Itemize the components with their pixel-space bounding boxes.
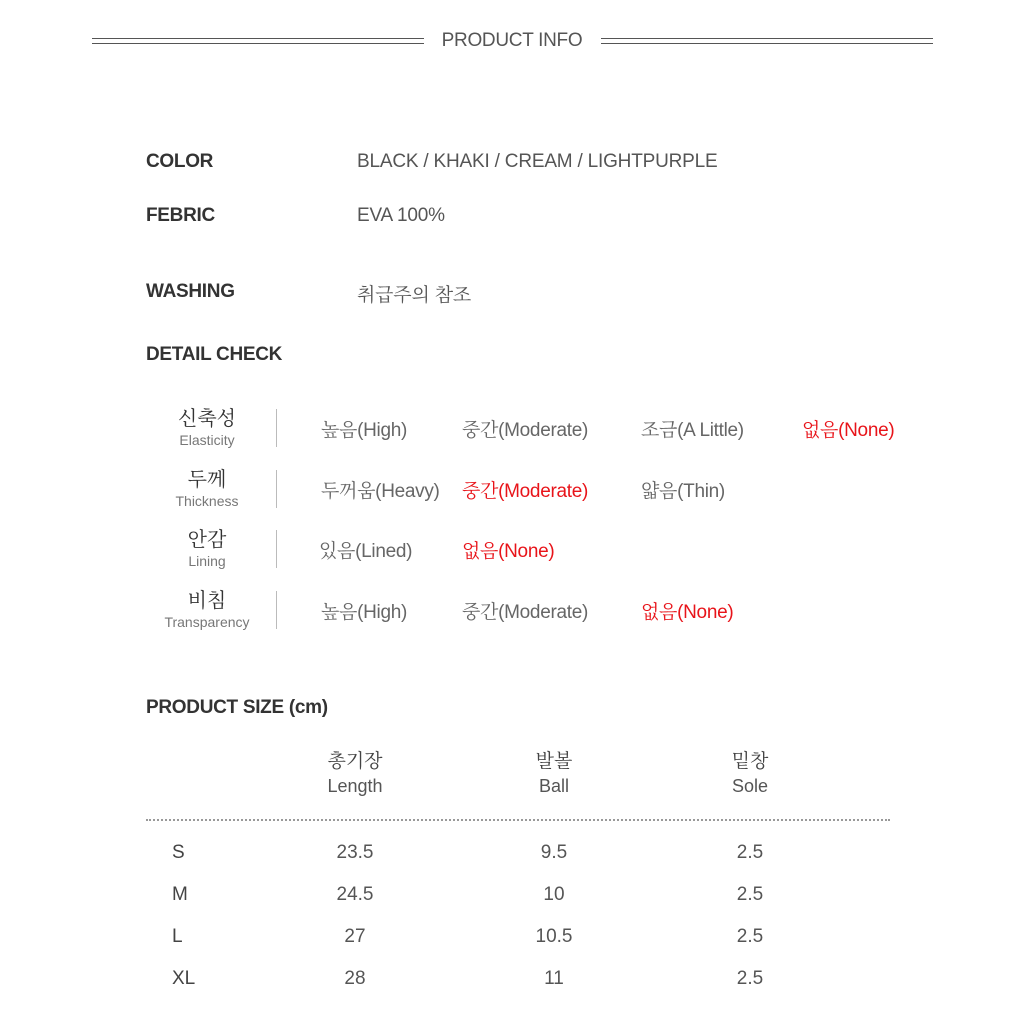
detail-en-label: Elasticity [179,432,235,448]
option-thin: 얇음(Thin) [641,481,725,502]
option-moderate: 중간(Moderate) [462,420,589,441]
detail-divider [276,470,277,508]
header-rule-right [601,38,933,44]
detail-row-lining [0,528,1024,580]
length-value: 27 [344,926,366,947]
option-moderate: 중간(Moderate) [462,481,589,502]
option-none: 없음(None) [462,541,555,562]
size-column-en: Sole [731,776,769,796]
washing-label: WASHING [146,281,235,302]
size-column-sole [690,750,810,798]
table-row [0,968,1024,998]
option-high: 높음(High) [321,602,408,623]
size-column-length [295,750,415,798]
option-lined: 있음(Lined) [319,541,413,562]
size-column-ko: 발볼 [535,751,573,772]
detail-en-label: Thickness [175,493,239,509]
detail-row-elasticity [0,407,1024,459]
detail-row-header [150,528,264,570]
table-row [0,926,1024,956]
detail-row-transparency [0,589,1024,641]
option-none: 없음(None) [641,602,734,623]
option-heavy: 두꺼움(Heavy) [321,481,440,502]
size-label: XL [172,968,196,989]
detail-row-header [150,589,264,631]
detail-check-title: DETAIL CHECK [146,344,283,365]
ball-value: 9.5 [540,842,568,863]
detail-divider [276,591,277,629]
detail-row-header [150,407,264,449]
size-label: S [172,842,185,863]
detail-divider [276,409,277,447]
detail-ko-label: 신축성 [178,408,236,430]
detail-row-thickness [0,468,1024,520]
page-title: PRODUCT INFO [441,30,583,51]
detail-en-label: Lining [188,553,226,569]
option-moderate: 중간(Moderate) [462,602,589,623]
detail-ko-label: 두께 [187,469,227,491]
color-label: COLOR [146,151,214,172]
sole-value: 2.5 [736,884,764,905]
option-high: 높음(High) [321,420,408,441]
color-value: BLACK / KHAKI / CREAM / LIGHTPURPLE [357,151,718,172]
detail-divider [276,530,277,568]
fabric-value: EVA 100% [357,205,445,226]
detail-ko-label: 안감 [187,529,227,551]
option-none: 없음(None) [802,420,895,441]
sole-value: 2.5 [736,926,764,947]
washing-value: 취급주의 참조 [357,285,472,306]
length-value: 24.5 [336,884,374,905]
size-column-ball [494,750,614,798]
ball-value: 10 [543,884,565,905]
table-row [0,884,1024,914]
length-value: 28 [344,968,366,989]
detail-row-header [150,468,264,510]
option-a-little: 조금(A Little) [641,420,744,441]
sole-value: 2.5 [736,842,764,863]
ball-value: 11 [544,968,564,989]
size-column-ko: 밑창 [731,751,769,772]
size-table-divider [146,819,890,821]
size-column-en: Length [327,776,383,796]
sole-value: 2.5 [736,968,764,989]
ball-value: 10.5 [535,926,573,947]
table-row [0,842,1024,872]
detail-en-label: Transparency [164,614,250,630]
size-column-ko: 총기장 [327,751,383,772]
size-label: M [172,884,188,905]
detail-ko-label: 비침 [187,590,227,612]
size-label: L [172,926,183,947]
length-value: 23.5 [336,842,374,863]
size-column-en: Ball [538,776,569,796]
product-size-title: PRODUCT SIZE (cm) [146,697,328,718]
fabric-label: FEBRIC [146,205,215,226]
